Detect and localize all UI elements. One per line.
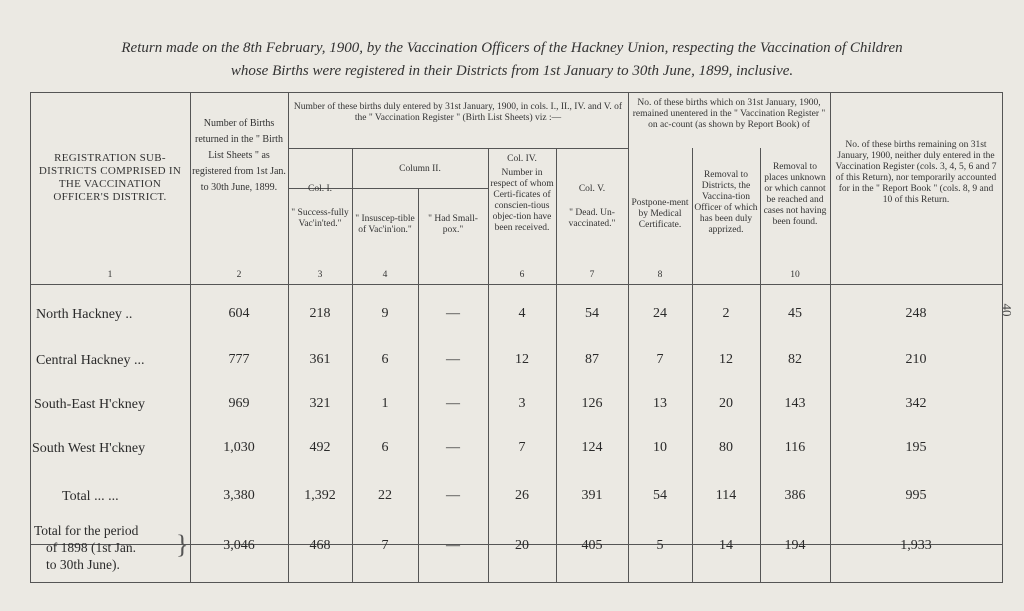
cell-removal-unknown: 45 [788, 306, 802, 321]
table-title-line-1: Return made on the 8th February, 1900, by the Vaccination Officers of the Hackney Union, respecting the Vaccination of Children [121, 40, 903, 56]
cell-postponement: 54 [653, 488, 667, 503]
cell-births: 3,046 [223, 538, 255, 553]
header-group-a: Number of these births duly entered by 31st January, 1900, in cols. I., II., IV. and V. of the " Vaccination Register " (Birth List Sheets) viz :— [293, 102, 623, 123]
cell-objection: 26 [515, 488, 529, 503]
cell-insusceptible: 6 [381, 440, 389, 455]
cell-insusceptible: 6 [381, 352, 389, 367]
cell-smallpox: — [446, 538, 460, 553]
page-number: 40 [999, 303, 1015, 317]
cell-insusceptible: 1 [381, 396, 389, 411]
cell-remaining: 248 [905, 306, 927, 321]
cell-objection: 20 [515, 538, 529, 553]
cell-removal-unknown: 116 [784, 440, 806, 455]
cell-dead: 391 [581, 488, 603, 503]
cell-dead: 54 [585, 306, 599, 321]
previous-label-line-2: of 1898 (1st Jan. [46, 540, 136, 555]
cell-removal-unknown: 82 [788, 352, 802, 367]
previous-label-line-1: Total for the period [34, 523, 139, 538]
header-group-b: No. of these births which on 31st January, 1900, remained unentered in the " Vaccination Register " on ac-count (as shown by Report Book) of [632, 98, 826, 130]
col-divider-7 [628, 92, 629, 582]
cell-postponement: 5 [656, 538, 664, 553]
group-a-rule [288, 148, 628, 149]
cell-removal-districts: 12 [719, 352, 733, 367]
cell-removal-districts: 80 [719, 440, 733, 455]
header-col-8: Postpone-ment by Medical Certificate. [631, 198, 689, 230]
cell-vaccinated: 468 [309, 538, 331, 553]
right-border [1002, 92, 1003, 582]
header-col-ii-b: " Had Small-pox." [428, 214, 478, 235]
column-number: 6 [519, 270, 525, 280]
left-border [30, 92, 31, 582]
header-col-i-sub: " Success-fully Vac'in'ted." [291, 208, 349, 229]
table-top-rule [30, 92, 1003, 93]
cell-vaccinated: 218 [309, 306, 331, 321]
header-col-2: Number of Births returned in the " Birth List Sheets " as registered from 1st Jan. to 30th June, 1899. [192, 118, 286, 193]
header-col-i-title: Col. I. [307, 184, 332, 194]
header-col-iv-sub: Number in respect of whom Certi-ficates of conscien-tious objec-tion have been received. [490, 168, 554, 233]
col-divider-2 [288, 92, 289, 582]
cell-objection: 7 [518, 440, 526, 455]
cell-removal-districts: 2 [722, 306, 730, 321]
header-col-10: Removal to places unknown or which cannot be reached and cases not having been found. [763, 162, 827, 227]
header-col-9: Removal to Districts, the Vaccina-tion Officer of which has been duly apprized. [694, 170, 758, 235]
column-number: 2 [236, 270, 242, 280]
cell-dead: 405 [581, 538, 603, 553]
column-number: 3 [317, 270, 323, 280]
header-col-ii-a: " Insuscep-tible of Vac'in'ion." [355, 214, 415, 235]
cell-objection: 12 [515, 352, 529, 367]
table-bottom-rule [30, 582, 1003, 583]
vaccination-return-table [30, 92, 1003, 582]
cell-removal-unknown: 386 [784, 488, 806, 503]
brace-icon: } [176, 530, 189, 559]
cell-removal-districts: 114 [715, 488, 737, 503]
cell-remaining: 995 [905, 488, 927, 503]
cell-postponement: 7 [656, 352, 664, 367]
cell-removal-unknown: 194 [784, 538, 806, 553]
header-col-v-title: Col. V. [578, 184, 606, 194]
previous-label-line-3: to 30th June). [46, 557, 120, 572]
cell-births: 3,380 [223, 488, 255, 503]
column-number: 7 [589, 270, 595, 280]
column-number: 1 [107, 270, 113, 280]
cell-insusceptible: 22 [378, 488, 392, 503]
cell-smallpox: — [446, 306, 460, 321]
row-label-total: Total ... ... [62, 489, 119, 504]
cell-smallpox: — [446, 440, 460, 455]
cell-remaining: 342 [905, 396, 927, 411]
header-col-iv-title: Col. IV. [507, 154, 537, 164]
cell-smallpox: — [446, 488, 460, 503]
cell-dead: 124 [581, 440, 603, 455]
cell-postponement: 24 [653, 306, 667, 321]
column-number: 8 [657, 270, 663, 280]
cell-postponement: 10 [653, 440, 667, 455]
cell-dead: 87 [585, 352, 599, 367]
cell-removal-districts: 20 [719, 396, 733, 411]
column-number: 4 [382, 270, 388, 280]
header-bottom-rule [30, 284, 1003, 285]
row-label: South-East H'ckney [34, 397, 146, 412]
cell-vaccinated: 361 [309, 352, 331, 367]
cell-smallpox: — [446, 352, 460, 367]
row-label: South West H'ckney [32, 441, 146, 456]
cell-remaining: 1,933 [900, 538, 932, 553]
cell-births: 1,030 [223, 440, 255, 455]
col-divider-4 [418, 188, 419, 582]
cell-vaccinated: 1,392 [304, 488, 336, 503]
header-col-1: REGISTRATION SUB-DISTRICTS COMPRISED IN THE VACCINATION OFFICER'S DISTRICT. [38, 152, 182, 203]
header-col-v-sub: " Dead. Un-vaccinated." [568, 208, 616, 229]
cell-insusceptible: 9 [381, 306, 389, 321]
header-col-ii-title: Column II. [399, 164, 441, 174]
cell-insusceptible: 7 [381, 538, 389, 553]
cell-objection: 3 [518, 396, 526, 411]
cell-removal-unknown: 143 [784, 396, 806, 411]
row-label: Central Hackney ... [36, 353, 145, 368]
header-col-11: No. of these births remaining on 31st January, 1900, neither duly entered in the Vaccination Register (cols. 3, 4, 5, 6 and 7 of this Return), nor temporarily accounted for in the " Report Book " (cols. 8, 9 and 10 of this Return. [835, 140, 997, 205]
cell-remaining: 195 [905, 440, 927, 455]
cell-remaining: 210 [905, 352, 927, 367]
row-label: North Hackney .. [36, 307, 133, 322]
row-label-previous-period [34, 522, 138, 573]
cell-births: 604 [228, 306, 250, 321]
cell-births: 777 [228, 352, 250, 367]
cell-vaccinated: 492 [309, 440, 331, 455]
cell-births: 969 [228, 396, 250, 411]
column-number: 10 [790, 270, 800, 280]
cell-postponement: 13 [653, 396, 667, 411]
cell-dead: 126 [581, 396, 603, 411]
table-title-line-2: whose Births were registered in their Districts from 1st January to 30th June, 1899, inclusive. [230, 63, 794, 79]
cell-vaccinated: 321 [309, 396, 331, 411]
cell-objection: 4 [518, 306, 526, 321]
cell-removal-districts: 14 [719, 538, 733, 553]
cell-smallpox: — [446, 396, 460, 411]
col-divider-10 [830, 92, 831, 582]
col-divider-1 [190, 92, 191, 582]
